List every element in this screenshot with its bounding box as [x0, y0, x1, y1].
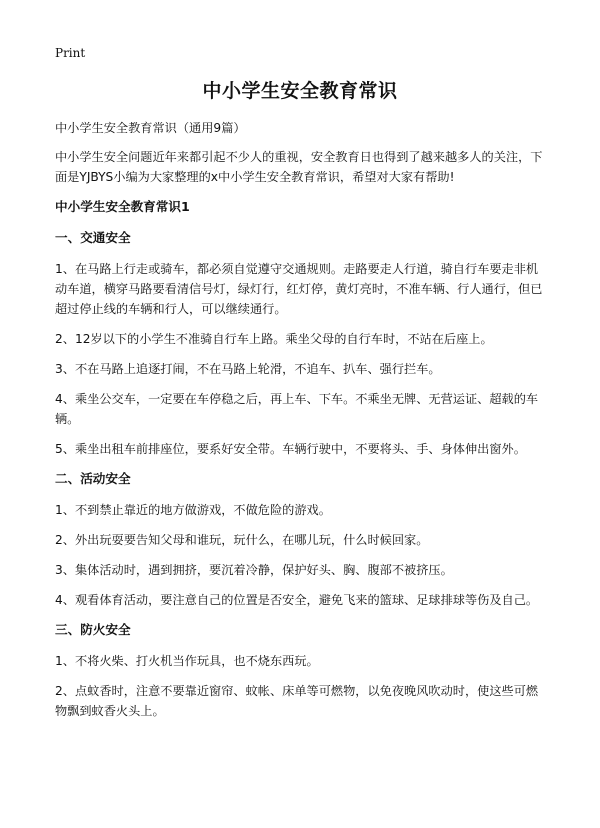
list-item: 2、点蚊香时，注意不要靠近窗帘、蚊帐、床单等可燃物，以免夜晚风吹动时，使这些可燃物飘到蚊香火头上。 — [55, 684, 539, 718]
page-title: 中小学生安全教育常识 — [202, 80, 398, 102]
list-item: 1、在马路上行走或骑车，都必须自觉遵守交通规则。走路要走人行道，骑自行车要走非机动车道，横穿马路要看清信号灯，绿灯行，红灯停，黄灯亮时，不准车辆、行人通行，但已超过停止线的车辆和行人，可以继续通行。 — [55, 262, 543, 316]
list-item: 5、乘坐出租车前排座位，要系好安全带。车辆行驶中，不要将头、手、身体伸出窗外。 — [55, 442, 526, 456]
list-item: 4、观看体育活动，要注意自己的位置是否安全，避免飞来的篮球、足球排球等伤及自己。 — [55, 593, 539, 607]
list-item: 1、不到禁止靠近的地方做游戏，不做危险的游戏。 — [55, 503, 331, 517]
list-item: 2、12岁以下的小学生不准骑自行车上路。乘坐父母的自行车时，不站在后座上。 — [55, 332, 493, 346]
document-body — [55, 118, 545, 731]
section-heading-fire: 三、防火安全 — [55, 622, 131, 637]
print-link[interactable]: Print — [55, 46, 86, 60]
document-subtitle: 中小学生安全教育常识（通用9篇） — [55, 121, 246, 135]
list-item: 4、乘坐公交车，一定要在车停稳之后，再上车、下车。不乘坐无牌、无营运证、超载的车辆。 — [55, 392, 539, 426]
intro-paragraph: 中小学生安全问题近年来都引起不少人的重视，安全教育日也得到了越来越多人的关注，下面是YJBYS小编为大家整理的x中小学生安全教育常识，希望对大家有帮助! — [55, 150, 543, 184]
article-heading: 中小学生安全教育常识1 — [55, 199, 190, 214]
list-item: 3、不在马路上追逐打闹，不在马路上轮滑，不追车、扒车、强行拦车。 — [55, 362, 441, 376]
section-heading-traffic: 一、交通安全 — [55, 230, 131, 245]
list-item: 2、外出玩耍要告知父母和谁玩，玩什么，在哪儿玩，什么时候回家。 — [55, 533, 429, 547]
section-heading-activity: 二、活动安全 — [55, 471, 131, 486]
list-item: 1、不将火柴、打火机当作玩具，也不烧东西玩。 — [55, 654, 319, 668]
list-item: 3、集体活动时，遇到拥挤，要沉着冷静，保护好头、胸、腹部不被挤压。 — [55, 563, 453, 577]
